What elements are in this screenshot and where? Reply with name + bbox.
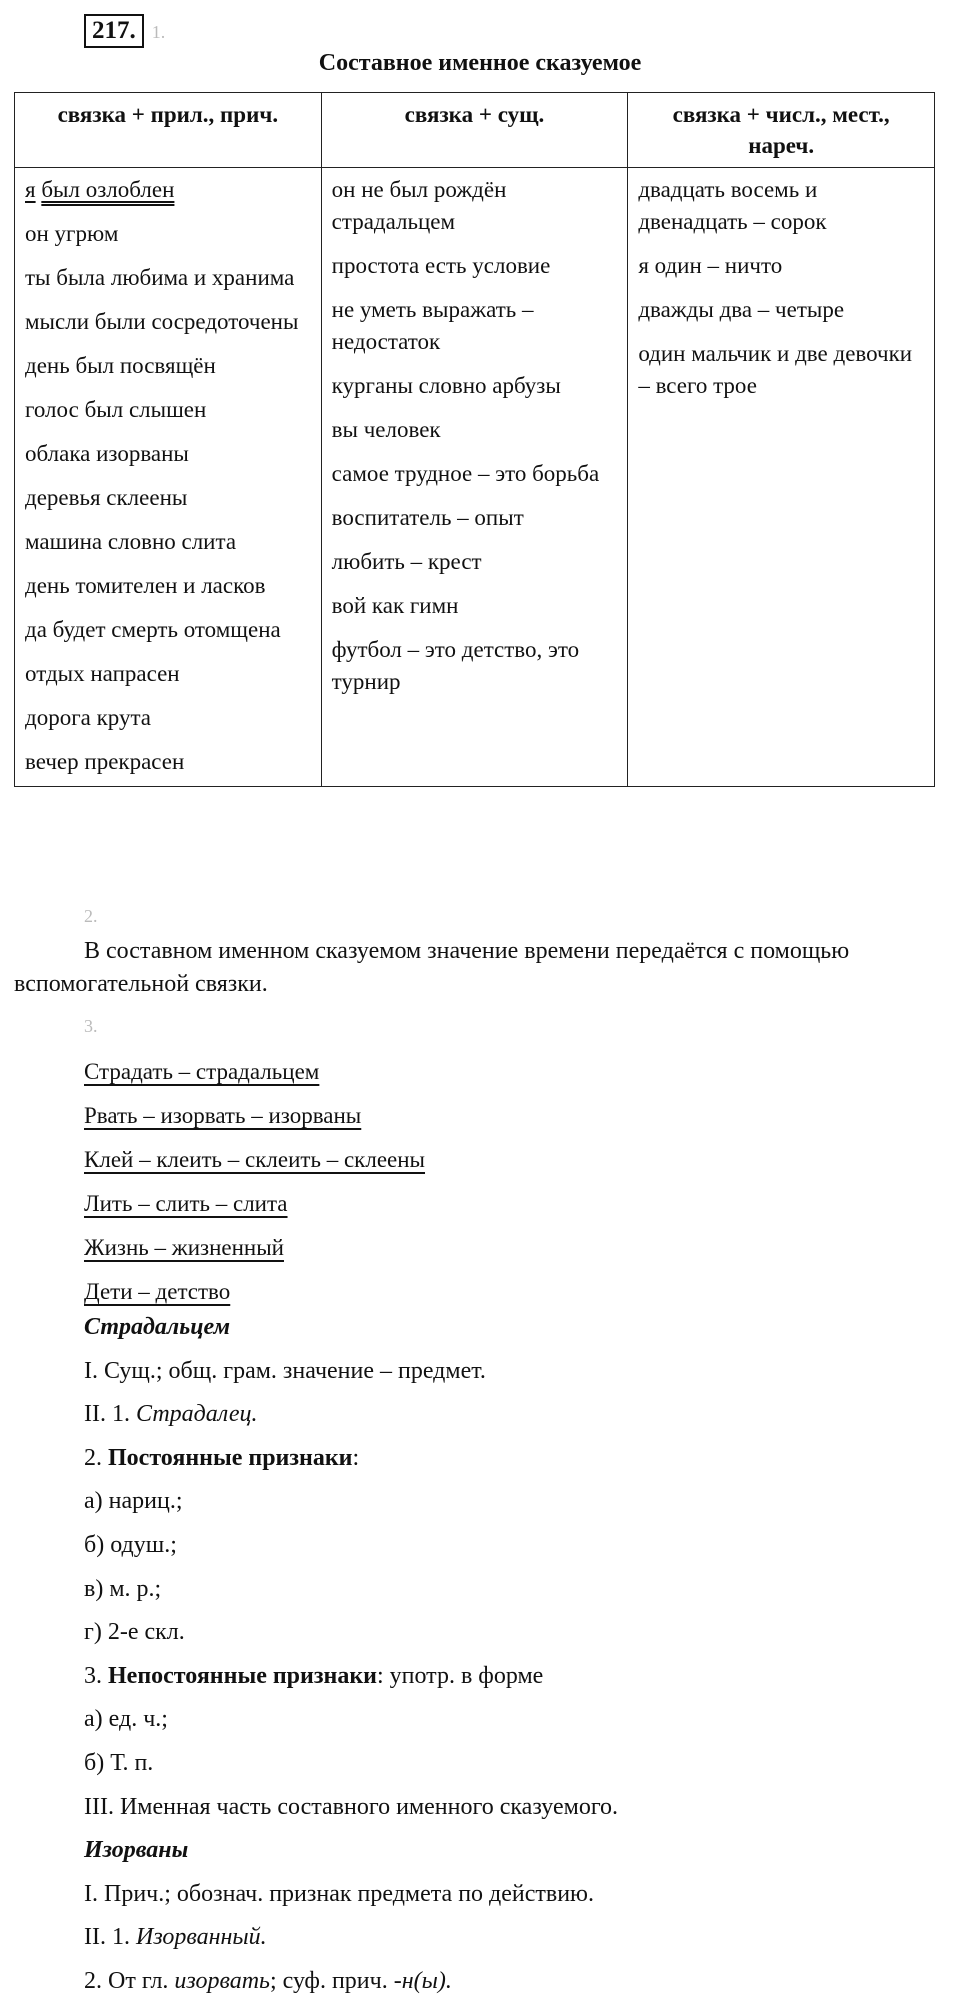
example-item: ты была любима и хранима	[25, 265, 295, 290]
analysis-line: I. Прич.; обознач. признак предмета по действию.	[84, 1880, 594, 1907]
column-noun	[321, 168, 628, 787]
analysis-line: II. 1. Страдалец.	[84, 1401, 258, 1428]
example-item: я один – ничто	[638, 253, 783, 278]
subject: я	[25, 177, 36, 202]
example-item: вы человек	[331, 417, 441, 442]
column-numeral-pronoun-adverb	[628, 168, 935, 787]
analysis-line: г) 2-е скл.	[84, 1619, 185, 1646]
column-header: связка + сущ.	[321, 93, 628, 168]
morpheme-row: Страдать – страдальцем	[84, 1059, 320, 1084]
analysis-line: в) м. р.;	[84, 1575, 162, 1602]
subsection-label-1: 1.	[151, 22, 166, 42]
example-item: день томителен и ласков	[25, 573, 266, 598]
morpheme-row: Рвать – изорвать – изорваны	[84, 1103, 362, 1128]
exercise-header	[84, 14, 165, 48]
analysis-line: II. 1. Изорванный.	[84, 1924, 267, 1951]
example-item: день был посвящён	[25, 353, 216, 378]
analysis-word-heading: Страдальцем	[84, 1314, 231, 1340]
morpheme-analysis	[84, 1050, 425, 1314]
example-item: он не был рождён страдальцем	[331, 177, 507, 234]
example-item: простота есть условие	[331, 253, 551, 278]
column-header: связка + числ., мест., нареч.	[628, 93, 935, 168]
subsection-label-3: 3.	[84, 1016, 98, 1036]
example-item: воспитатель – опыт	[331, 505, 524, 530]
example-item: вечер прекрасен	[25, 749, 185, 774]
example-item: дважды два – четыре	[638, 297, 845, 322]
analysis-line: б) Т. п.	[84, 1749, 154, 1776]
example-item: облака изорваны	[25, 441, 189, 466]
analysis-line: а) нариц.;	[84, 1488, 183, 1515]
example-item	[25, 174, 311, 206]
example-item: мысли были сосредоточены	[25, 309, 299, 334]
analysis-line: б) одуш.;	[84, 1531, 177, 1558]
example-item: футбол – это детство, это турнир	[331, 637, 580, 694]
example-item: курганы словно арбузы	[331, 373, 561, 398]
table-title: Составное именное сказуемое	[318, 50, 642, 76]
predicate-table	[14, 92, 935, 787]
morpheme-row: Клей – клеить – склеить – склеены	[84, 1147, 426, 1172]
analysis-line: III. Именная часть составного именного сказуемого.	[84, 1793, 619, 1820]
example-item: один мальчик и две девочки – всего трое	[638, 341, 913, 398]
example-item: деревья склеены	[25, 485, 188, 510]
example-item: любить – крест	[331, 549, 482, 574]
analysis-line: 2. От гл. изорвать; суф. прич. -н(ы).	[84, 1967, 452, 1994]
example-item: дорога крута	[25, 705, 152, 730]
example-item: да будет смерть отомщена	[25, 617, 281, 642]
example-item: двадцать восемь и двенадцать – сорок	[638, 177, 827, 234]
example-item: вой как гимн	[331, 593, 459, 618]
analysis-line: 2. Постоянные признаки:	[84, 1444, 360, 1471]
predicate: был озлоблен	[41, 177, 175, 202]
morphological-analysis	[84, 1306, 618, 2004]
example-item: отдых напрасен	[25, 661, 180, 686]
analysis-line: а) ед. ч.;	[84, 1706, 168, 1733]
column-adj-participle	[15, 168, 322, 787]
analysis-line: I. Сущ.; общ. грам. значение – предмет.	[84, 1357, 486, 1384]
example-item: не уметь выражать – недостаток	[331, 297, 534, 354]
column-header: связка + прил., прич.	[15, 93, 322, 168]
analysis-word-heading: Изорваны	[84, 1837, 189, 1864]
example-item: голос был слышен	[25, 397, 207, 422]
example-item: он угрюм	[25, 221, 119, 246]
morpheme-row: Лить – слить – слита	[84, 1191, 288, 1216]
section-2-text: В составном именном сказуемом значение времени передаётся с помощью вспомогательной связки.	[14, 938, 850, 997]
analysis-line: 3. Непостоянные признаки: употр. в форме	[84, 1662, 544, 1689]
subsection-label-2: 2.	[84, 906, 98, 926]
morpheme-row: Дети – детство	[84, 1279, 231, 1304]
example-item: самое трудное – это борьба	[331, 461, 600, 486]
morpheme-row: Жизнь – жизненный	[84, 1235, 284, 1260]
exercise-number: 217.	[84, 14, 144, 48]
example-item: машина словно слита	[25, 529, 237, 554]
